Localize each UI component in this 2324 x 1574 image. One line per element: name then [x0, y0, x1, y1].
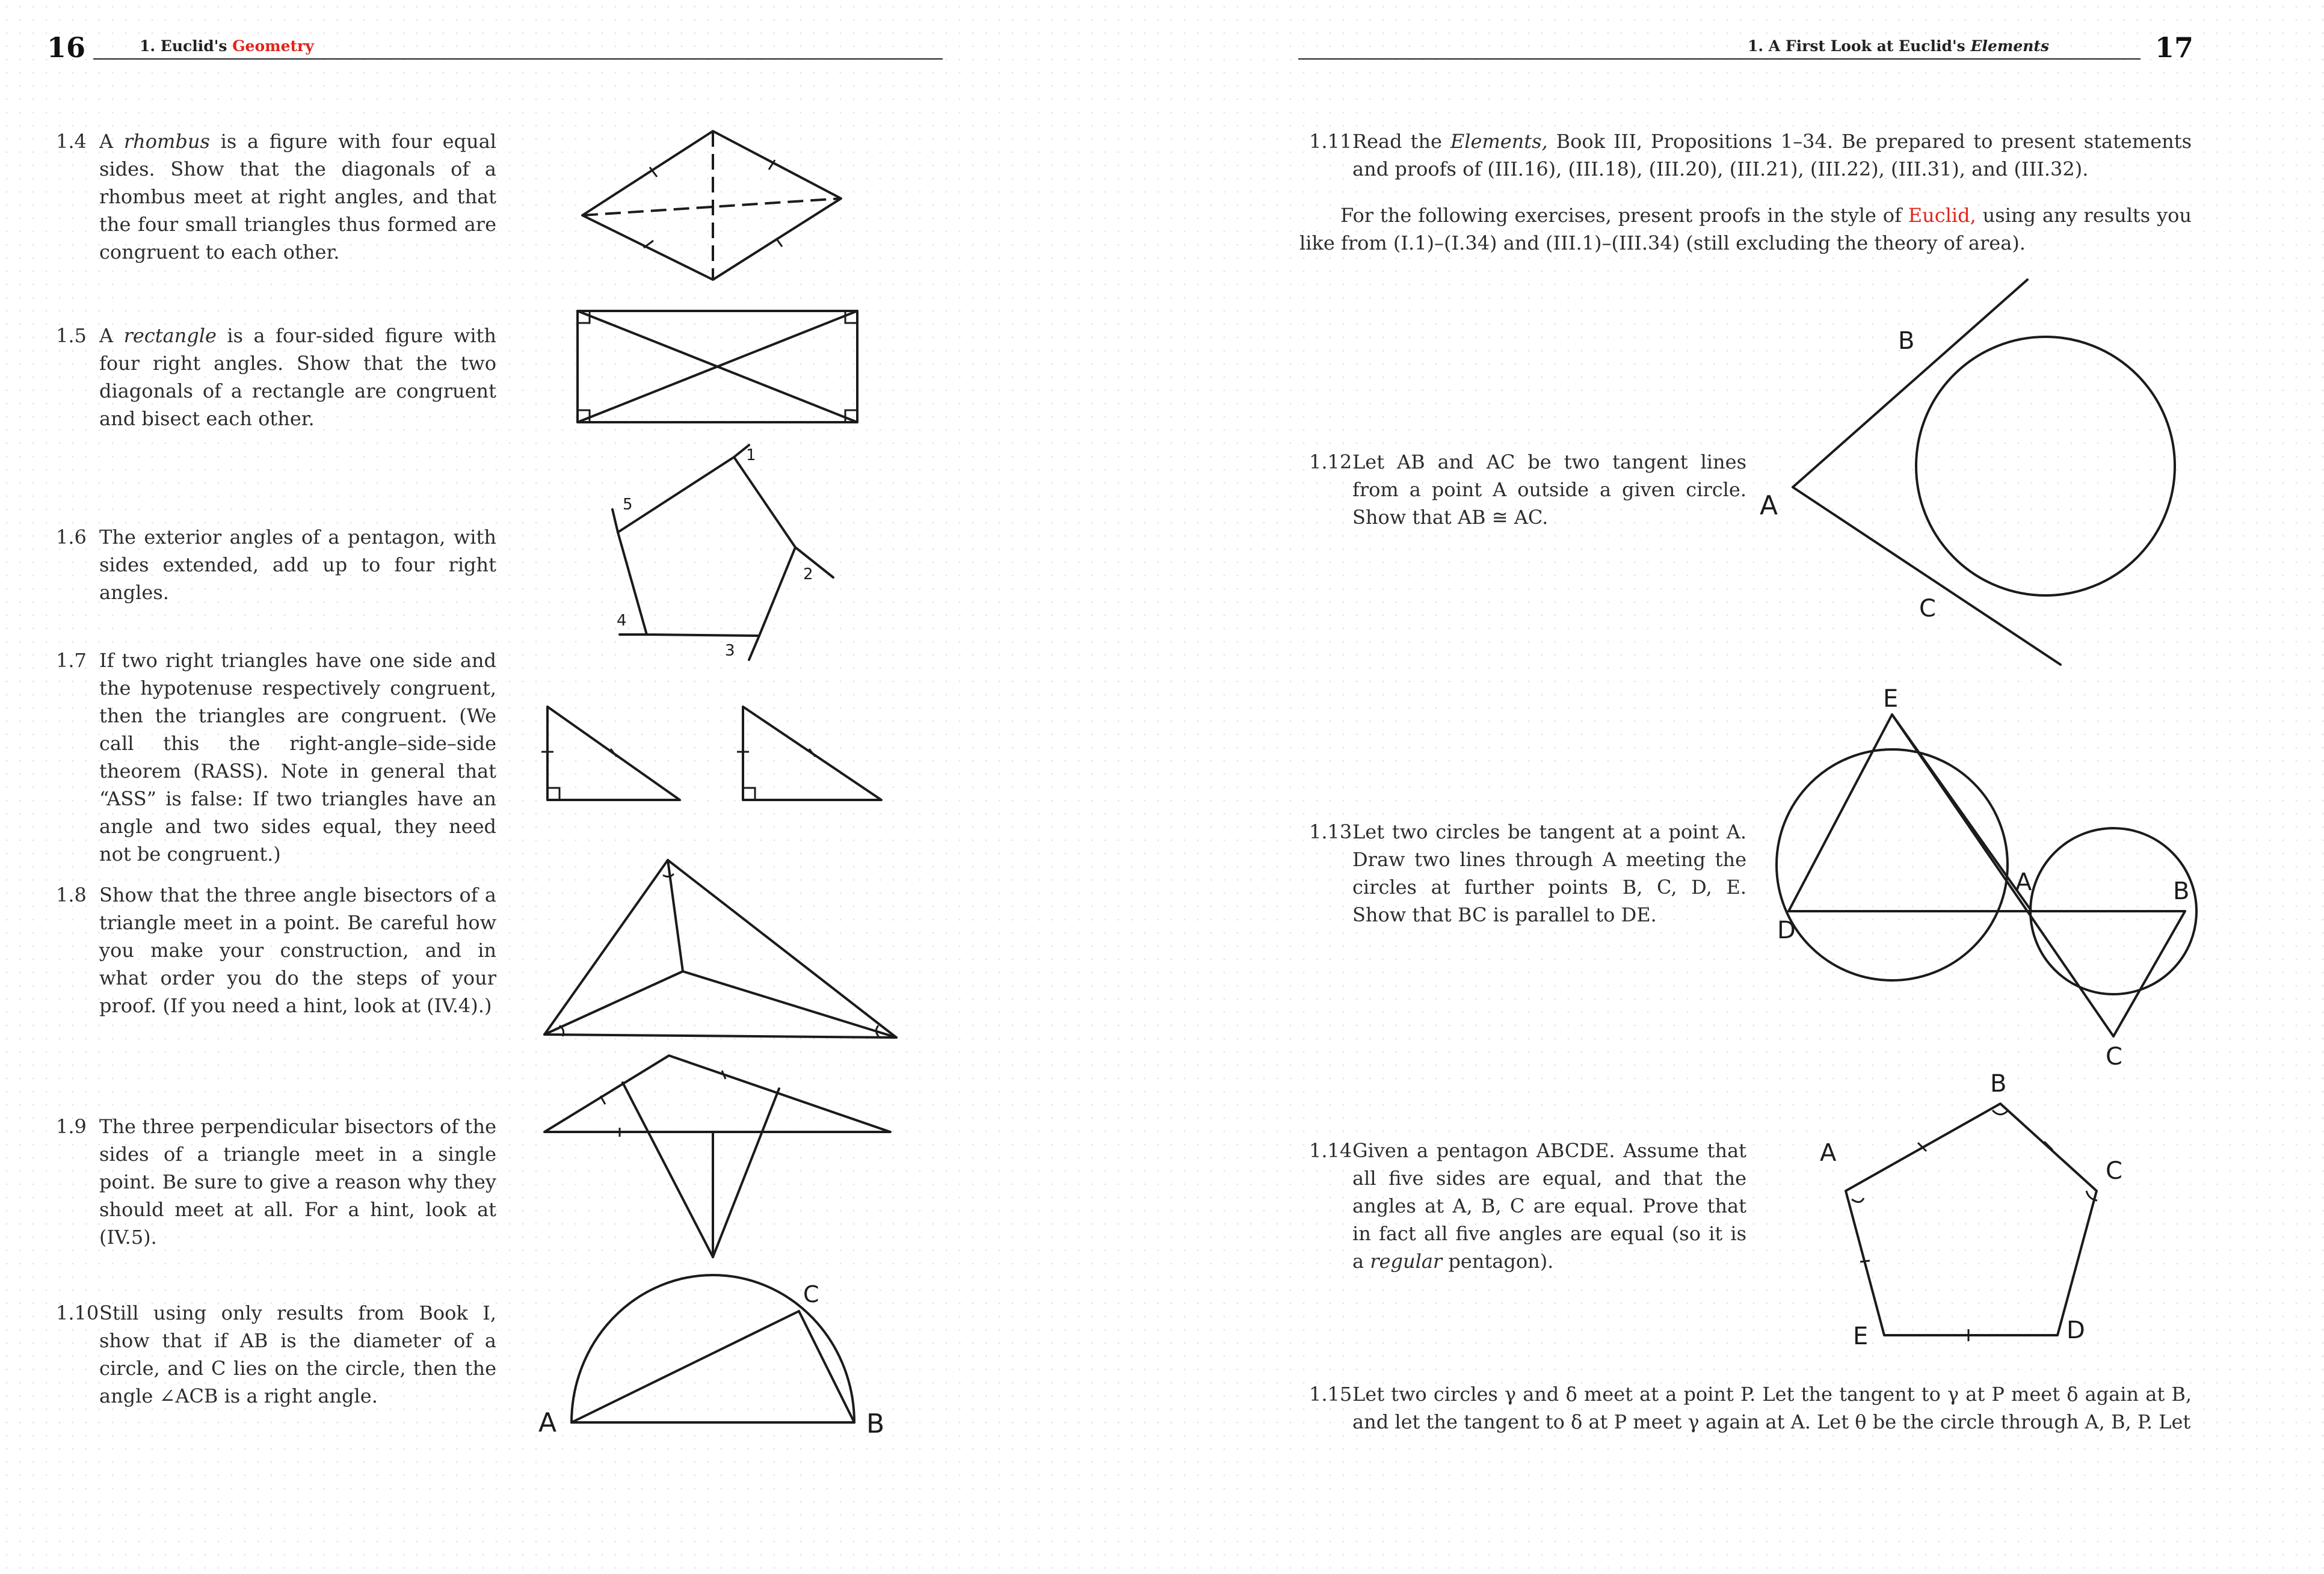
- exercise-number: 1.11: [1309, 130, 1352, 153]
- label-B: B: [2173, 878, 2190, 905]
- exercise-number: 1.8: [56, 884, 87, 906]
- exercise-1-7: 1.7 If two right triangles have one side and the hypotenuse respectively congruent, then the triangles are congruent. (We call this the right-angle–side–side theorem (RASS). Note in general that “ASS” is false: If two triangles have an angle and two sides equal, they need not be congruent.): [99, 647, 496, 868]
- exercise-number: 1.7: [56, 649, 87, 672]
- page-number-right: 17: [2155, 31, 2194, 64]
- label-1: 1: [746, 446, 756, 464]
- header-prefix: 1. A First Look at Euclid's: [1748, 37, 1965, 55]
- exercise-number: 1.12: [1309, 450, 1352, 473]
- pentagon-exterior-angles-figure: [602, 442, 842, 665]
- exercise-1-15: 1.15 Let two circles γ and δ meet at a point P. Let the tangent to γ at P meet δ again at B, and let the tangent to δ at P meet γ again at A. Let θ be the circle through A, B, P. Let: [1352, 1380, 2192, 1436]
- label-5: 5: [623, 496, 633, 514]
- rhombus-figure: [578, 126, 848, 289]
- label-3: 3: [725, 642, 735, 660]
- label-A: A: [1820, 1139, 1837, 1167]
- pentagon-abcde-figure: [1817, 1071, 2154, 1353]
- label-C: C: [1919, 595, 1936, 623]
- exercise-1-13: 1.13 Let two circles be tangent at a point A. Draw two lines through A meeting the circles at further points B, C, D, E. Show that BC is parallel to DE.: [1352, 818, 1746, 929]
- header-rule-left: [93, 58, 943, 60]
- header-accent: Elements: [1970, 37, 2050, 55]
- exercise-number: 1.13: [1309, 820, 1352, 843]
- exercise-number: 1.15: [1309, 1383, 1352, 1406]
- header-accent: Geometry: [232, 37, 314, 55]
- page-number-left: 16: [47, 31, 86, 64]
- exercise-1-11: 1.11 Read the Elements, Book III, Propositions 1–34. Be prepared to present statements and proofs of (III.16), (III.18), (III.20), (III.21), (III.22), (III.31), and (III.32).: [1352, 128, 2192, 183]
- tangent-circles-figure: [1769, 674, 2202, 1071]
- exercise-1-6: 1.6 The exterior angles of a pentagon, with sides extended, add up to four right angles.: [99, 523, 496, 606]
- label-A: A: [2015, 868, 2032, 896]
- label-D: D: [2067, 1317, 2085, 1344]
- label-C: C: [803, 1281, 819, 1308]
- tangent-lines-figure: [1757, 274, 2190, 671]
- running-header-right: [1748, 37, 2049, 55]
- exercise-number: 1.14: [1309, 1139, 1352, 1162]
- exercise-number: 1.4: [56, 130, 87, 153]
- exercise-number: 1.5: [56, 324, 87, 347]
- exercise-1-5: 1.5 A rectangle is a four-sided figure with four right angles. Show that the two diagonals of a rectangle are congruent and bisect each other.: [99, 322, 496, 432]
- label-C: C: [2106, 1043, 2122, 1071]
- exercise-1-9: 1.9 The three perpendicular bisectors of the sides of a triangle meet in a single point. Be sure to give a reason why they should meet at all. For a hint, look at (IV.5).: [99, 1113, 496, 1251]
- angle-bisectors-figure: [541, 857, 902, 1044]
- semicircle-figure: [529, 1269, 902, 1443]
- exercise-1-8: 1.8 Show that the three angle bisectors of a triangle meet in a point. Be careful how you make your construction, and in what order you do the steps of your proof. (If you need a hint, look at (IV.4).): [99, 881, 496, 1019]
- label-E: E: [1883, 685, 1899, 713]
- label-4: 4: [617, 612, 627, 630]
- rectangle-figure: [575, 308, 863, 428]
- label-A: A: [1760, 490, 1778, 521]
- perpendicular-bisectors-figure: [541, 1053, 902, 1269]
- header-rule-right: [1298, 58, 2141, 60]
- exercise-1-12: 1.12 Let AB and AC be two tangent lines from a point A outside a given circle. Show that AB ≅ AC.: [1352, 448, 1746, 531]
- exercise-number: 1.9: [56, 1115, 87, 1138]
- label-2: 2: [803, 565, 813, 583]
- label-B: B: [1990, 1070, 2007, 1098]
- label-A: A: [538, 1407, 557, 1438]
- header-prefix: 1. Euclid's: [140, 37, 227, 55]
- label-B: B: [866, 1409, 885, 1439]
- exercise-1-4: 1.4 A rhombus is a figure with four equal sides. Show that the diagonals of a rhombus meet at right angles, and that the four small triangles thus formed are congruent to each other.: [99, 128, 496, 266]
- label-C: C: [2106, 1157, 2122, 1185]
- right-triangles-figure: [544, 704, 887, 806]
- intro-paragraph: For the following exercises, present proofs in the style of Euclid, using any results you like from (I.1)–(I.34) and (III.1)–(III.34) (still excluding the theory of area).: [1299, 204, 2192, 254]
- running-header-left: [140, 37, 314, 55]
- exercise-number: 1.10: [56, 1302, 99, 1324]
- label-E: E: [1853, 1323, 1869, 1350]
- exercise-1-10: 1.10 Still using only results from Book I, show that if AB is the diameter of a circle, and C lies on the circle, then the angle ∠ACB is a right angle.: [99, 1299, 496, 1410]
- label-D: D: [1777, 917, 1796, 944]
- exercise-number: 1.6: [56, 526, 87, 549]
- label-B: B: [1898, 327, 1915, 355]
- exercise-1-14: 1.14 Given a pentagon ABCDE. Assume that all five sides are equal, and that the angles at A, B, C are equal. Prove that in fact all five angles are equal (so it is a regular pentagon).: [1352, 1137, 1746, 1275]
